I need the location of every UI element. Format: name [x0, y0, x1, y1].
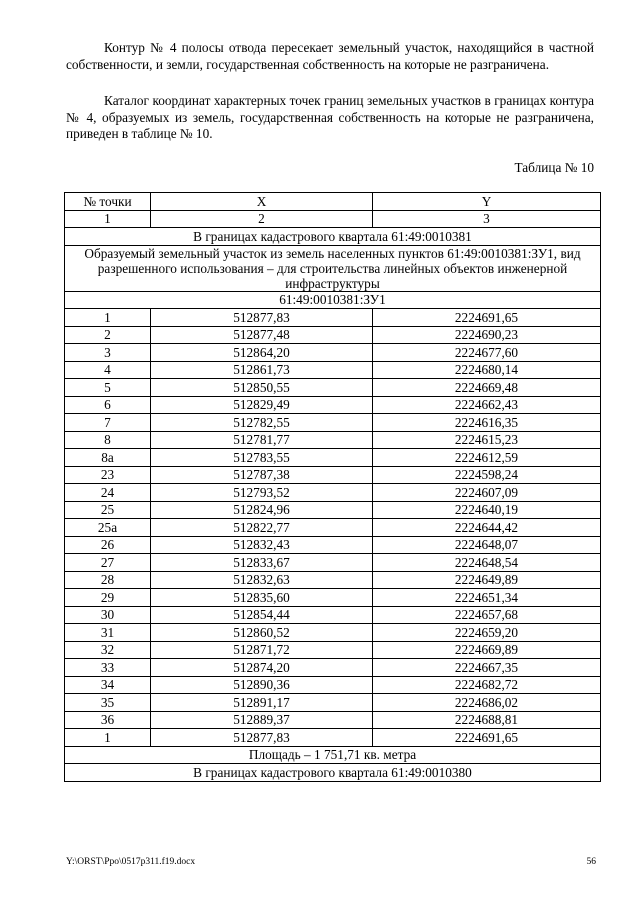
parcel-id-row — [65, 291, 601, 309]
column-number: 3 — [373, 210, 601, 228]
catalog-paragraph: Каталог координат характерных точек границ земельных участков в границах контура № 4, образуемых из земель, государственная собственность на которые не разграничена, приведен в таблице № 10. — [66, 93, 594, 142]
y-coordinate-cell: 2224669,89 — [373, 641, 601, 659]
y-coordinate-cell: 2224648,54 — [373, 554, 601, 572]
header-y: Y — [373, 193, 601, 211]
y-coordinate-cell: 2224644,42 — [373, 519, 601, 537]
point-number-cell: 7 — [65, 414, 151, 432]
y-coordinate-cell: 2224677,60 — [373, 344, 601, 362]
table-row — [65, 501, 601, 519]
y-coordinate-cell: 2224691,65 — [373, 729, 601, 747]
x-coordinate-cell: 512850,55 — [151, 379, 373, 397]
x-coordinate-cell: 512783,55 — [151, 449, 373, 467]
footer-file-path: Y:\ORST\Ppo\0517p311.f19.docx — [66, 857, 196, 867]
x-coordinate-cell: 512832,43 — [151, 536, 373, 554]
point-number-cell: 27 — [65, 554, 151, 572]
quarter-label: В границах кадастрового квартала 61:49:0010381 — [65, 228, 601, 246]
x-coordinate-cell: 512782,55 — [151, 414, 373, 432]
y-coordinate-cell: 2224667,35 — [373, 659, 601, 677]
coordinates-table — [64, 192, 601, 782]
table-row — [65, 589, 601, 607]
header-point: № точки — [65, 193, 151, 211]
point-number-cell: 30 — [65, 606, 151, 624]
table-row — [65, 676, 601, 694]
y-coordinate-cell: 2224662,43 — [373, 396, 601, 414]
x-coordinate-cell: 512824,96 — [151, 501, 373, 519]
parcel-description: Образуемый земельный участок из земель населенных пунктов 61:49:0010381:ЗУ1, вид разрешенного использования – для строительства линейных объектов инженерной инфраструктуры — [65, 245, 601, 291]
point-number-cell: 4 — [65, 361, 151, 379]
x-coordinate-cell: 512833,67 — [151, 554, 373, 572]
x-coordinate-cell: 512787,38 — [151, 466, 373, 484]
x-coordinate-cell: 512822,77 — [151, 519, 373, 537]
point-number-cell: 31 — [65, 624, 151, 642]
point-number-cell: 2 — [65, 326, 151, 344]
y-coordinate-cell: 2224607,09 — [373, 484, 601, 502]
point-number-cell: 26 — [65, 536, 151, 554]
header-x: X — [151, 193, 373, 211]
table-row — [65, 711, 601, 729]
table-row — [65, 554, 601, 572]
y-coordinate-cell: 2224669,48 — [373, 379, 601, 397]
x-coordinate-cell: 512854,44 — [151, 606, 373, 624]
point-number-cell: 36 — [65, 711, 151, 729]
x-coordinate-cell: 512871,72 — [151, 641, 373, 659]
table-row — [65, 361, 601, 379]
table-row — [65, 326, 601, 344]
y-coordinate-cell: 2224680,14 — [373, 361, 601, 379]
y-coordinate-cell: 2224682,72 — [373, 676, 601, 694]
table-row — [65, 571, 601, 589]
column-number-row — [65, 210, 601, 228]
table-row — [65, 309, 601, 327]
table-row — [65, 641, 601, 659]
y-coordinate-cell: 2224615,23 — [373, 431, 601, 449]
x-coordinate-cell: 512860,52 — [151, 624, 373, 642]
y-coordinate-cell: 2224648,07 — [373, 536, 601, 554]
parcel-description-row — [65, 245, 601, 291]
table-row — [65, 431, 601, 449]
table-row — [65, 396, 601, 414]
table-header-row — [65, 193, 601, 211]
table-row — [65, 536, 601, 554]
table-row — [65, 606, 601, 624]
point-number-cell: 25 — [65, 501, 151, 519]
quarter-row — [65, 764, 601, 782]
intro-paragraph: Контур № 4 полосы отвода пересекает земельный участок, находящийся в частной собственности, и земли, государственная собственность на которые не разграничена. — [66, 40, 594, 72]
point-number-cell: 6 — [65, 396, 151, 414]
point-number-cell: 25а — [65, 519, 151, 537]
point-number-cell: 8 — [65, 431, 151, 449]
x-coordinate-cell: 512835,60 — [151, 589, 373, 607]
point-number-cell: 33 — [65, 659, 151, 677]
page-number: 56 — [586, 857, 596, 867]
point-number-cell: 23 — [65, 466, 151, 484]
y-coordinate-cell: 2224640,19 — [373, 501, 601, 519]
y-coordinate-cell: 2224616,35 — [373, 414, 601, 432]
x-coordinate-cell: 512793,52 — [151, 484, 373, 502]
y-coordinate-cell: 2224651,34 — [373, 589, 601, 607]
y-coordinate-cell: 2224691,65 — [373, 309, 601, 327]
x-coordinate-cell: 512891,17 — [151, 694, 373, 712]
x-coordinate-cell: 512832,63 — [151, 571, 373, 589]
point-number-cell: 28 — [65, 571, 151, 589]
table-row — [65, 414, 601, 432]
x-coordinate-cell: 512861,73 — [151, 361, 373, 379]
point-number-cell: 29 — [65, 589, 151, 607]
x-coordinate-cell: 512829,49 — [151, 396, 373, 414]
y-coordinate-cell: 2224612,59 — [373, 449, 601, 467]
table-row — [65, 466, 601, 484]
point-number-cell: 8а — [65, 449, 151, 467]
table-row — [65, 344, 601, 362]
x-coordinate-cell: 512889,37 — [151, 711, 373, 729]
x-coordinate-cell: 512877,48 — [151, 326, 373, 344]
x-coordinate-cell: 512890,36 — [151, 676, 373, 694]
y-coordinate-cell: 2224659,20 — [373, 624, 601, 642]
y-coordinate-cell: 2224686,02 — [373, 694, 601, 712]
table-row — [65, 729, 601, 747]
y-coordinate-cell: 2224649,89 — [373, 571, 601, 589]
point-number-cell: 34 — [65, 676, 151, 694]
point-number-cell: 32 — [65, 641, 151, 659]
y-coordinate-cell: 2224690,23 — [373, 326, 601, 344]
table-row — [65, 694, 601, 712]
column-number: 1 — [65, 210, 151, 228]
point-number-cell: 35 — [65, 694, 151, 712]
y-coordinate-cell: 2224688,81 — [373, 711, 601, 729]
parcel-id: 61:49:0010381:ЗУ1 — [65, 291, 601, 309]
x-coordinate-cell: 512877,83 — [151, 729, 373, 747]
area-label: Площадь – 1 751,71 кв. метра — [65, 746, 601, 764]
table-caption: Таблица № 10 — [514, 160, 594, 175]
table-row — [65, 379, 601, 397]
table-row — [65, 624, 601, 642]
table-row — [65, 484, 601, 502]
point-number-cell: 3 — [65, 344, 151, 362]
area-row — [65, 746, 601, 764]
table-row — [65, 519, 601, 537]
table-row — [65, 659, 601, 677]
x-coordinate-cell: 512781,77 — [151, 431, 373, 449]
x-coordinate-cell: 512864,20 — [151, 344, 373, 362]
point-number-cell: 1 — [65, 729, 151, 747]
point-number-cell: 5 — [65, 379, 151, 397]
x-coordinate-cell: 512874,20 — [151, 659, 373, 677]
y-coordinate-cell: 2224598,24 — [373, 466, 601, 484]
point-number-cell: 24 — [65, 484, 151, 502]
quarter-label: В границах кадастрового квартала 61:49:0010380 — [65, 764, 601, 782]
table-row — [65, 449, 601, 467]
x-coordinate-cell: 512877,83 — [151, 309, 373, 327]
quarter-row — [65, 228, 601, 246]
y-coordinate-cell: 2224657,68 — [373, 606, 601, 624]
point-number-cell: 1 — [65, 309, 151, 327]
column-number: 2 — [151, 210, 373, 228]
